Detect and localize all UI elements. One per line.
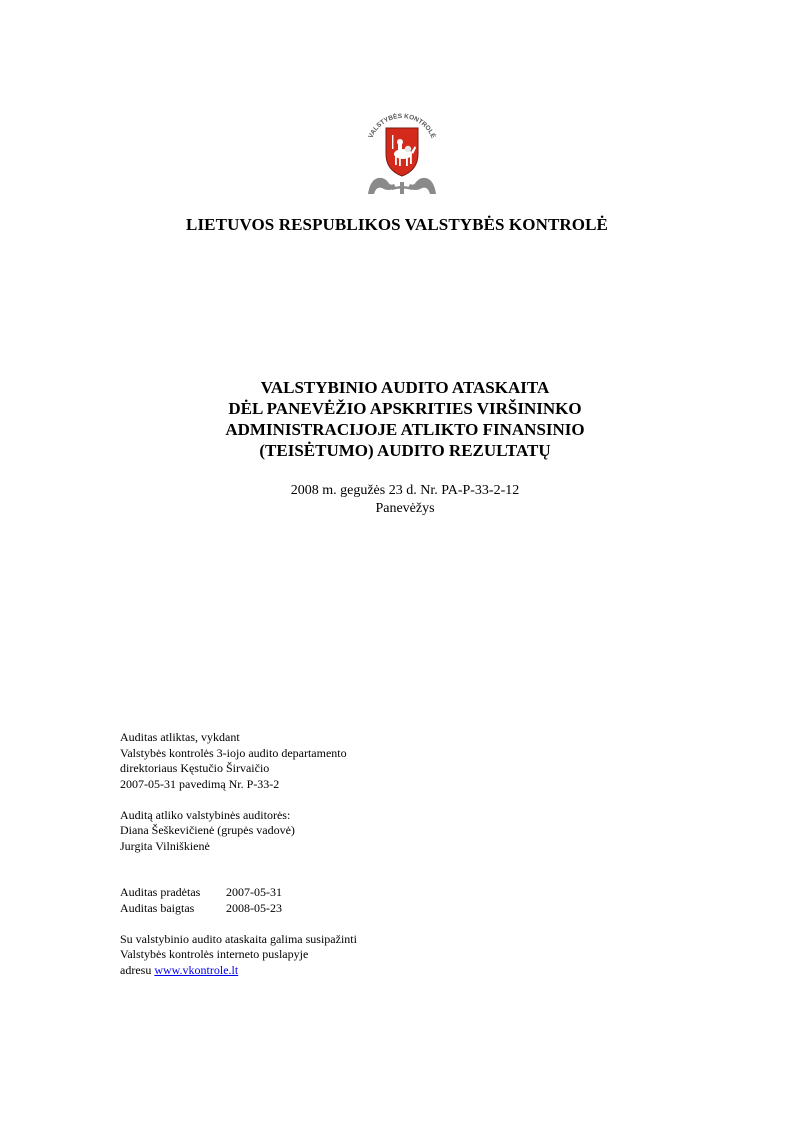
assignment-line: Auditas atliktas, vykdant	[120, 730, 240, 744]
access-line: Valstybės kontrolės interneto puslapyje	[120, 947, 309, 961]
audit-finished-value: 2008-05-23	[226, 900, 282, 915]
assignment-line: Valstybės kontrolės 3-iojo audito departamento	[120, 745, 347, 760]
auditors-line: Jurgita Vilniškienė	[120, 838, 210, 853]
audit-finished-label: Auditas baigtas	[120, 900, 195, 915]
access-line	[120, 963, 357, 979]
audit-started-row	[120, 885, 357, 901]
title-line: DĖL PANEVĖŽIO APSKRITIES VIRŠININKO	[228, 399, 582, 418]
title-line: ADMINISTRACIJOJE ATLIKTO FINANSINIO	[225, 420, 585, 439]
emblem-text: VALSTYBĖS KONTROLĖ	[367, 112, 437, 140]
access-prefix: adresu	[120, 962, 155, 977]
audit-started-value: 2007-05-31	[226, 885, 282, 899]
report-date-number: 2008 m. gegužės 23 d. Nr. PA-P-33-2-12	[290, 483, 520, 498]
assignment-line: 2007-05-31 pavedimą Nr. P-33-2	[120, 776, 280, 791]
report-meta	[0, 482, 794, 518]
audit-finished-row	[120, 901, 357, 917]
lithuanian-coat-of-arms-icon	[362, 108, 442, 196]
auditors-line: Diana Šeškevičienė (grupės vadovė)	[120, 823, 295, 837]
website-link[interactable]: www.vkontrole.lt	[154, 962, 239, 977]
institution-name: LIETUVOS RESPUBLIKOS VALSTYBĖS KONTROLĖ	[186, 215, 608, 234]
audit-started-label: Auditas pradėtas	[120, 885, 201, 899]
title-line: (TEISĖTUMO) AUDITO REZULTATŲ	[259, 441, 551, 460]
assignment-line: direktoriaus Kęstučio Širvaičio	[120, 761, 270, 775]
report-title	[0, 377, 794, 461]
audit-info	[120, 730, 357, 978]
auditors-line: Auditą atliko valstybinės auditorės:	[120, 807, 291, 822]
access-line: Su valstybinio audito ataskaita galima susipažinti	[120, 931, 357, 946]
title-line: VALSTYBINIO AUDITO ATASKAITA	[260, 378, 550, 397]
supporters-icon	[368, 178, 436, 194]
report-place: Panevėžys	[375, 501, 435, 516]
